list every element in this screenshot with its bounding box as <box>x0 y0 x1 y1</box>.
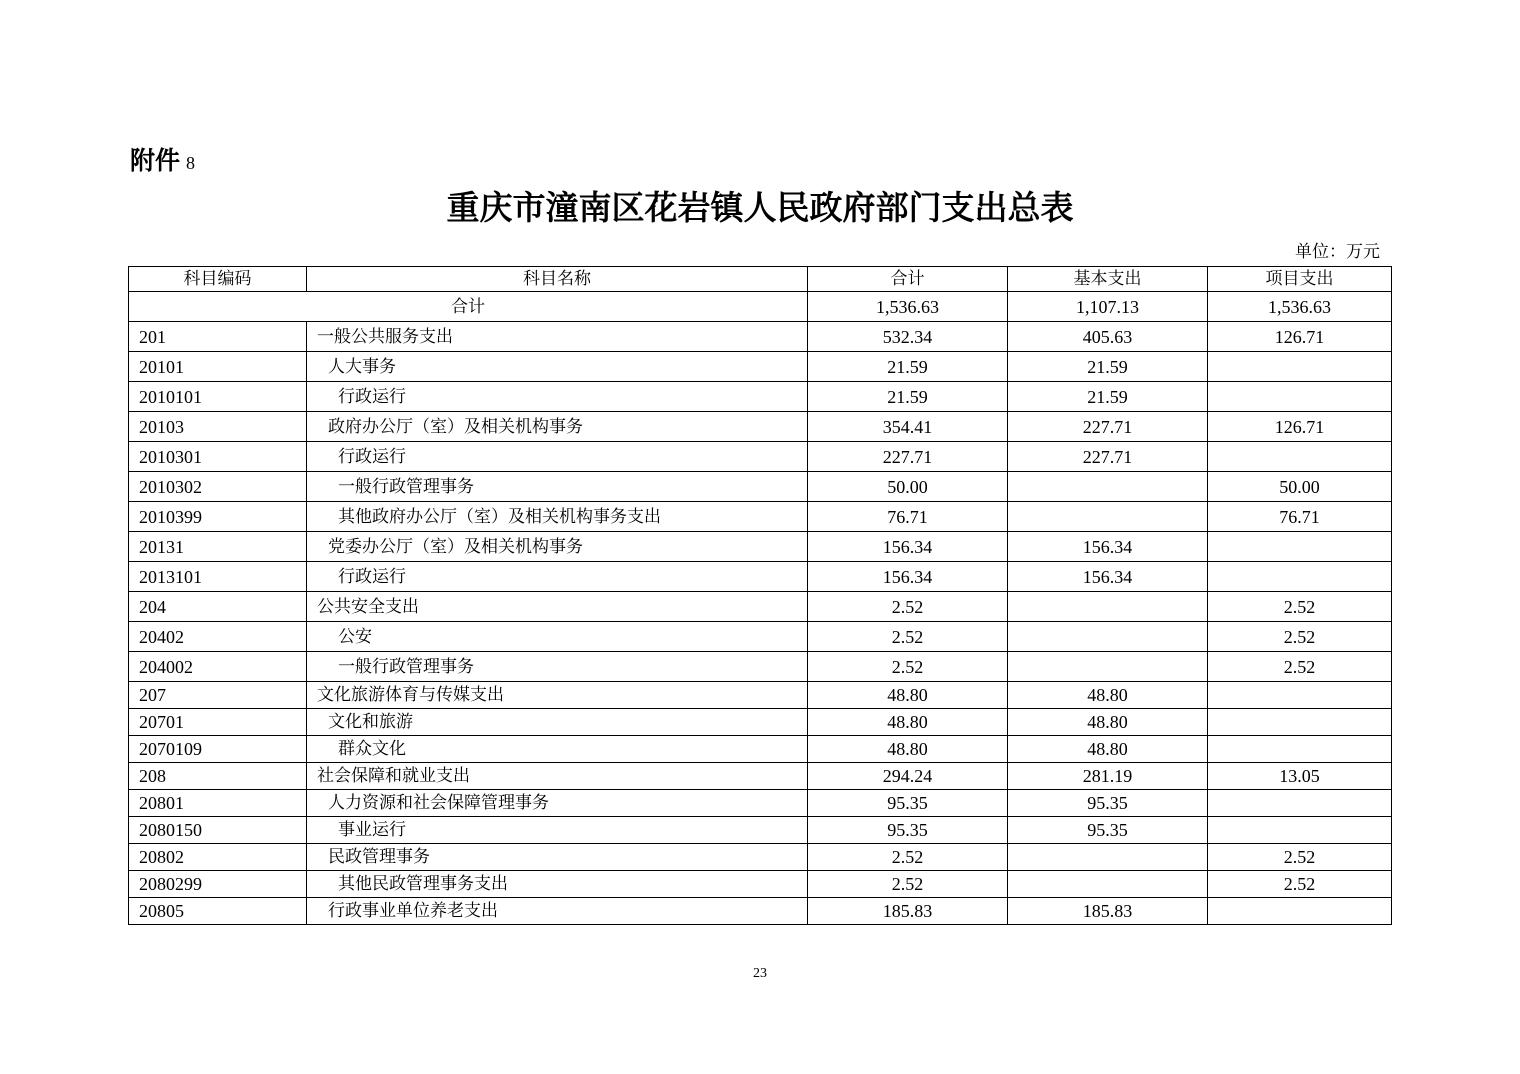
row-basic: 227.71 <box>1008 412 1208 442</box>
row-name: 行政运行 <box>307 442 808 472</box>
row-basic <box>1008 502 1208 532</box>
row-name: 其他政府办公厅（室）及相关机构事务支出 <box>307 502 808 532</box>
table-row <box>129 622 1392 652</box>
row-project: 2.52 <box>1208 622 1392 652</box>
row-code: 207 <box>129 682 307 709</box>
row-project <box>1208 442 1392 472</box>
row-name: 人大事务 <box>307 352 808 382</box>
row-total: 2.52 <box>808 871 1008 898</box>
row-code: 20701 <box>129 709 307 736</box>
row-total: 2.52 <box>808 652 1008 682</box>
table-row <box>129 898 1392 925</box>
row-project <box>1208 736 1392 763</box>
row-name: 其他民政管理事务支出 <box>307 871 808 898</box>
table-row <box>129 682 1392 709</box>
table-row <box>129 652 1392 682</box>
table-row <box>129 736 1392 763</box>
row-basic: 21.59 <box>1008 382 1208 412</box>
row-code: 2013101 <box>129 562 307 592</box>
table-row <box>129 844 1392 871</box>
row-name: 公安 <box>307 622 808 652</box>
row-basic: 156.34 <box>1008 532 1208 562</box>
row-basic: 95.35 <box>1008 817 1208 844</box>
total-row-project: 1,536.63 <box>1208 292 1392 322</box>
row-code: 208 <box>129 763 307 790</box>
row-code: 20402 <box>129 622 307 652</box>
row-total: 76.71 <box>808 502 1008 532</box>
row-code: 204002 <box>129 652 307 682</box>
table-row <box>129 352 1392 382</box>
row-project <box>1208 898 1392 925</box>
row-project: 76.71 <box>1208 502 1392 532</box>
table-row <box>129 871 1392 898</box>
table-row <box>129 562 1392 592</box>
row-project: 126.71 <box>1208 412 1392 442</box>
row-code: 2070109 <box>129 736 307 763</box>
table-row <box>129 592 1392 622</box>
row-code: 20131 <box>129 532 307 562</box>
row-project <box>1208 352 1392 382</box>
row-project <box>1208 709 1392 736</box>
row-name: 行政运行 <box>307 382 808 412</box>
row-code: 20103 <box>129 412 307 442</box>
row-name: 政府办公厅（室）及相关机构事务 <box>307 412 808 442</box>
row-total: 50.00 <box>808 472 1008 502</box>
row-basic: 227.71 <box>1008 442 1208 472</box>
header-basic: 基本支出 <box>1008 267 1208 292</box>
row-name: 一般行政管理事务 <box>307 472 808 502</box>
total-row-label: 合计 <box>129 292 808 322</box>
row-total: 95.35 <box>808 817 1008 844</box>
row-basic: 21.59 <box>1008 352 1208 382</box>
row-name: 一般公共服务支出 <box>307 322 808 352</box>
row-code: 2010301 <box>129 442 307 472</box>
row-total: 354.41 <box>808 412 1008 442</box>
row-total: 532.34 <box>808 322 1008 352</box>
row-basic: 48.80 <box>1008 709 1208 736</box>
row-total: 48.80 <box>808 682 1008 709</box>
row-total: 156.34 <box>808 532 1008 562</box>
row-total: 185.83 <box>808 898 1008 925</box>
row-total: 156.34 <box>808 562 1008 592</box>
attachment-label <box>130 144 195 180</box>
table-row <box>129 709 1392 736</box>
page-number: 23 <box>753 966 767 981</box>
row-basic: 281.19 <box>1008 763 1208 790</box>
table-header-row <box>129 267 1392 292</box>
row-name: 行政事业单位养老支出 <box>307 898 808 925</box>
row-name: 文化和旅游 <box>307 709 808 736</box>
row-name: 党委办公厅（室）及相关机构事务 <box>307 532 808 562</box>
row-code: 20801 <box>129 790 307 817</box>
row-basic <box>1008 844 1208 871</box>
row-project: 13.05 <box>1208 763 1392 790</box>
row-code: 20805 <box>129 898 307 925</box>
row-name: 一般行政管理事务 <box>307 652 808 682</box>
row-total: 48.80 <box>808 709 1008 736</box>
table-row <box>129 532 1392 562</box>
row-code: 201 <box>129 322 307 352</box>
row-total: 2.52 <box>808 592 1008 622</box>
row-code: 2080150 <box>129 817 307 844</box>
header-total: 合计 <box>808 267 1008 292</box>
row-code: 2010101 <box>129 382 307 412</box>
row-project: 126.71 <box>1208 322 1392 352</box>
header-code: 科目编码 <box>129 267 307 292</box>
row-basic <box>1008 472 1208 502</box>
row-basic: 156.34 <box>1008 562 1208 592</box>
row-total: 2.52 <box>808 622 1008 652</box>
row-project: 50.00 <box>1208 472 1392 502</box>
row-name: 社会保障和就业支出 <box>307 763 808 790</box>
row-code: 2010302 <box>129 472 307 502</box>
row-basic <box>1008 871 1208 898</box>
row-project: 2.52 <box>1208 592 1392 622</box>
row-code: 2010399 <box>129 502 307 532</box>
table-row <box>129 442 1392 472</box>
attachment-text: 附件 <box>130 146 181 175</box>
row-name: 事业运行 <box>307 817 808 844</box>
row-project: 2.52 <box>1208 871 1392 898</box>
row-project <box>1208 682 1392 709</box>
row-project <box>1208 817 1392 844</box>
row-project <box>1208 790 1392 817</box>
row-project: 2.52 <box>1208 652 1392 682</box>
row-total: 2.52 <box>808 844 1008 871</box>
row-code: 204 <box>129 592 307 622</box>
row-name: 公共安全支出 <box>307 592 808 622</box>
page-title: 重庆市潼南区花岩镇人民政府部门支出总表 <box>446 188 1074 227</box>
row-basic <box>1008 652 1208 682</box>
row-basic: 48.80 <box>1008 682 1208 709</box>
total-row-total: 1,536.63 <box>808 292 1008 322</box>
row-project <box>1208 562 1392 592</box>
unit-label: 单位：万元 <box>1295 242 1380 262</box>
row-name: 行政运行 <box>307 562 808 592</box>
row-code: 2080299 <box>129 871 307 898</box>
row-total: 21.59 <box>808 382 1008 412</box>
row-total: 294.24 <box>808 763 1008 790</box>
table-row <box>129 472 1392 502</box>
header-project: 项目支出 <box>1208 267 1392 292</box>
row-basic: 405.63 <box>1008 322 1208 352</box>
row-project <box>1208 532 1392 562</box>
table-row <box>129 817 1392 844</box>
row-name: 文化旅游体育与传媒支出 <box>307 682 808 709</box>
row-total: 227.71 <box>808 442 1008 472</box>
table-row <box>129 763 1392 790</box>
table-row <box>129 790 1392 817</box>
table-row <box>129 502 1392 532</box>
attachment-number: 8 <box>186 153 196 173</box>
row-code: 20101 <box>129 352 307 382</box>
row-basic <box>1008 592 1208 622</box>
row-basic: 48.80 <box>1008 736 1208 763</box>
row-project: 2.52 <box>1208 844 1392 871</box>
table-row <box>129 412 1392 442</box>
row-total: 21.59 <box>808 352 1008 382</box>
table-row <box>129 322 1392 352</box>
header-name: 科目名称 <box>307 267 808 292</box>
table-row <box>129 382 1392 412</box>
row-total: 48.80 <box>808 736 1008 763</box>
row-basic: 95.35 <box>1008 790 1208 817</box>
row-name: 人力资源和社会保障管理事务 <box>307 790 808 817</box>
row-name: 群众文化 <box>307 736 808 763</box>
row-name: 民政管理事务 <box>307 844 808 871</box>
total-row <box>129 292 1392 322</box>
row-total: 95.35 <box>808 790 1008 817</box>
total-row-basic: 1,107.13 <box>1008 292 1208 322</box>
row-project <box>1208 382 1392 412</box>
row-basic <box>1008 622 1208 652</box>
row-code: 20802 <box>129 844 307 871</box>
expenditure-table <box>128 266 1392 925</box>
row-basic: 185.83 <box>1008 898 1208 925</box>
